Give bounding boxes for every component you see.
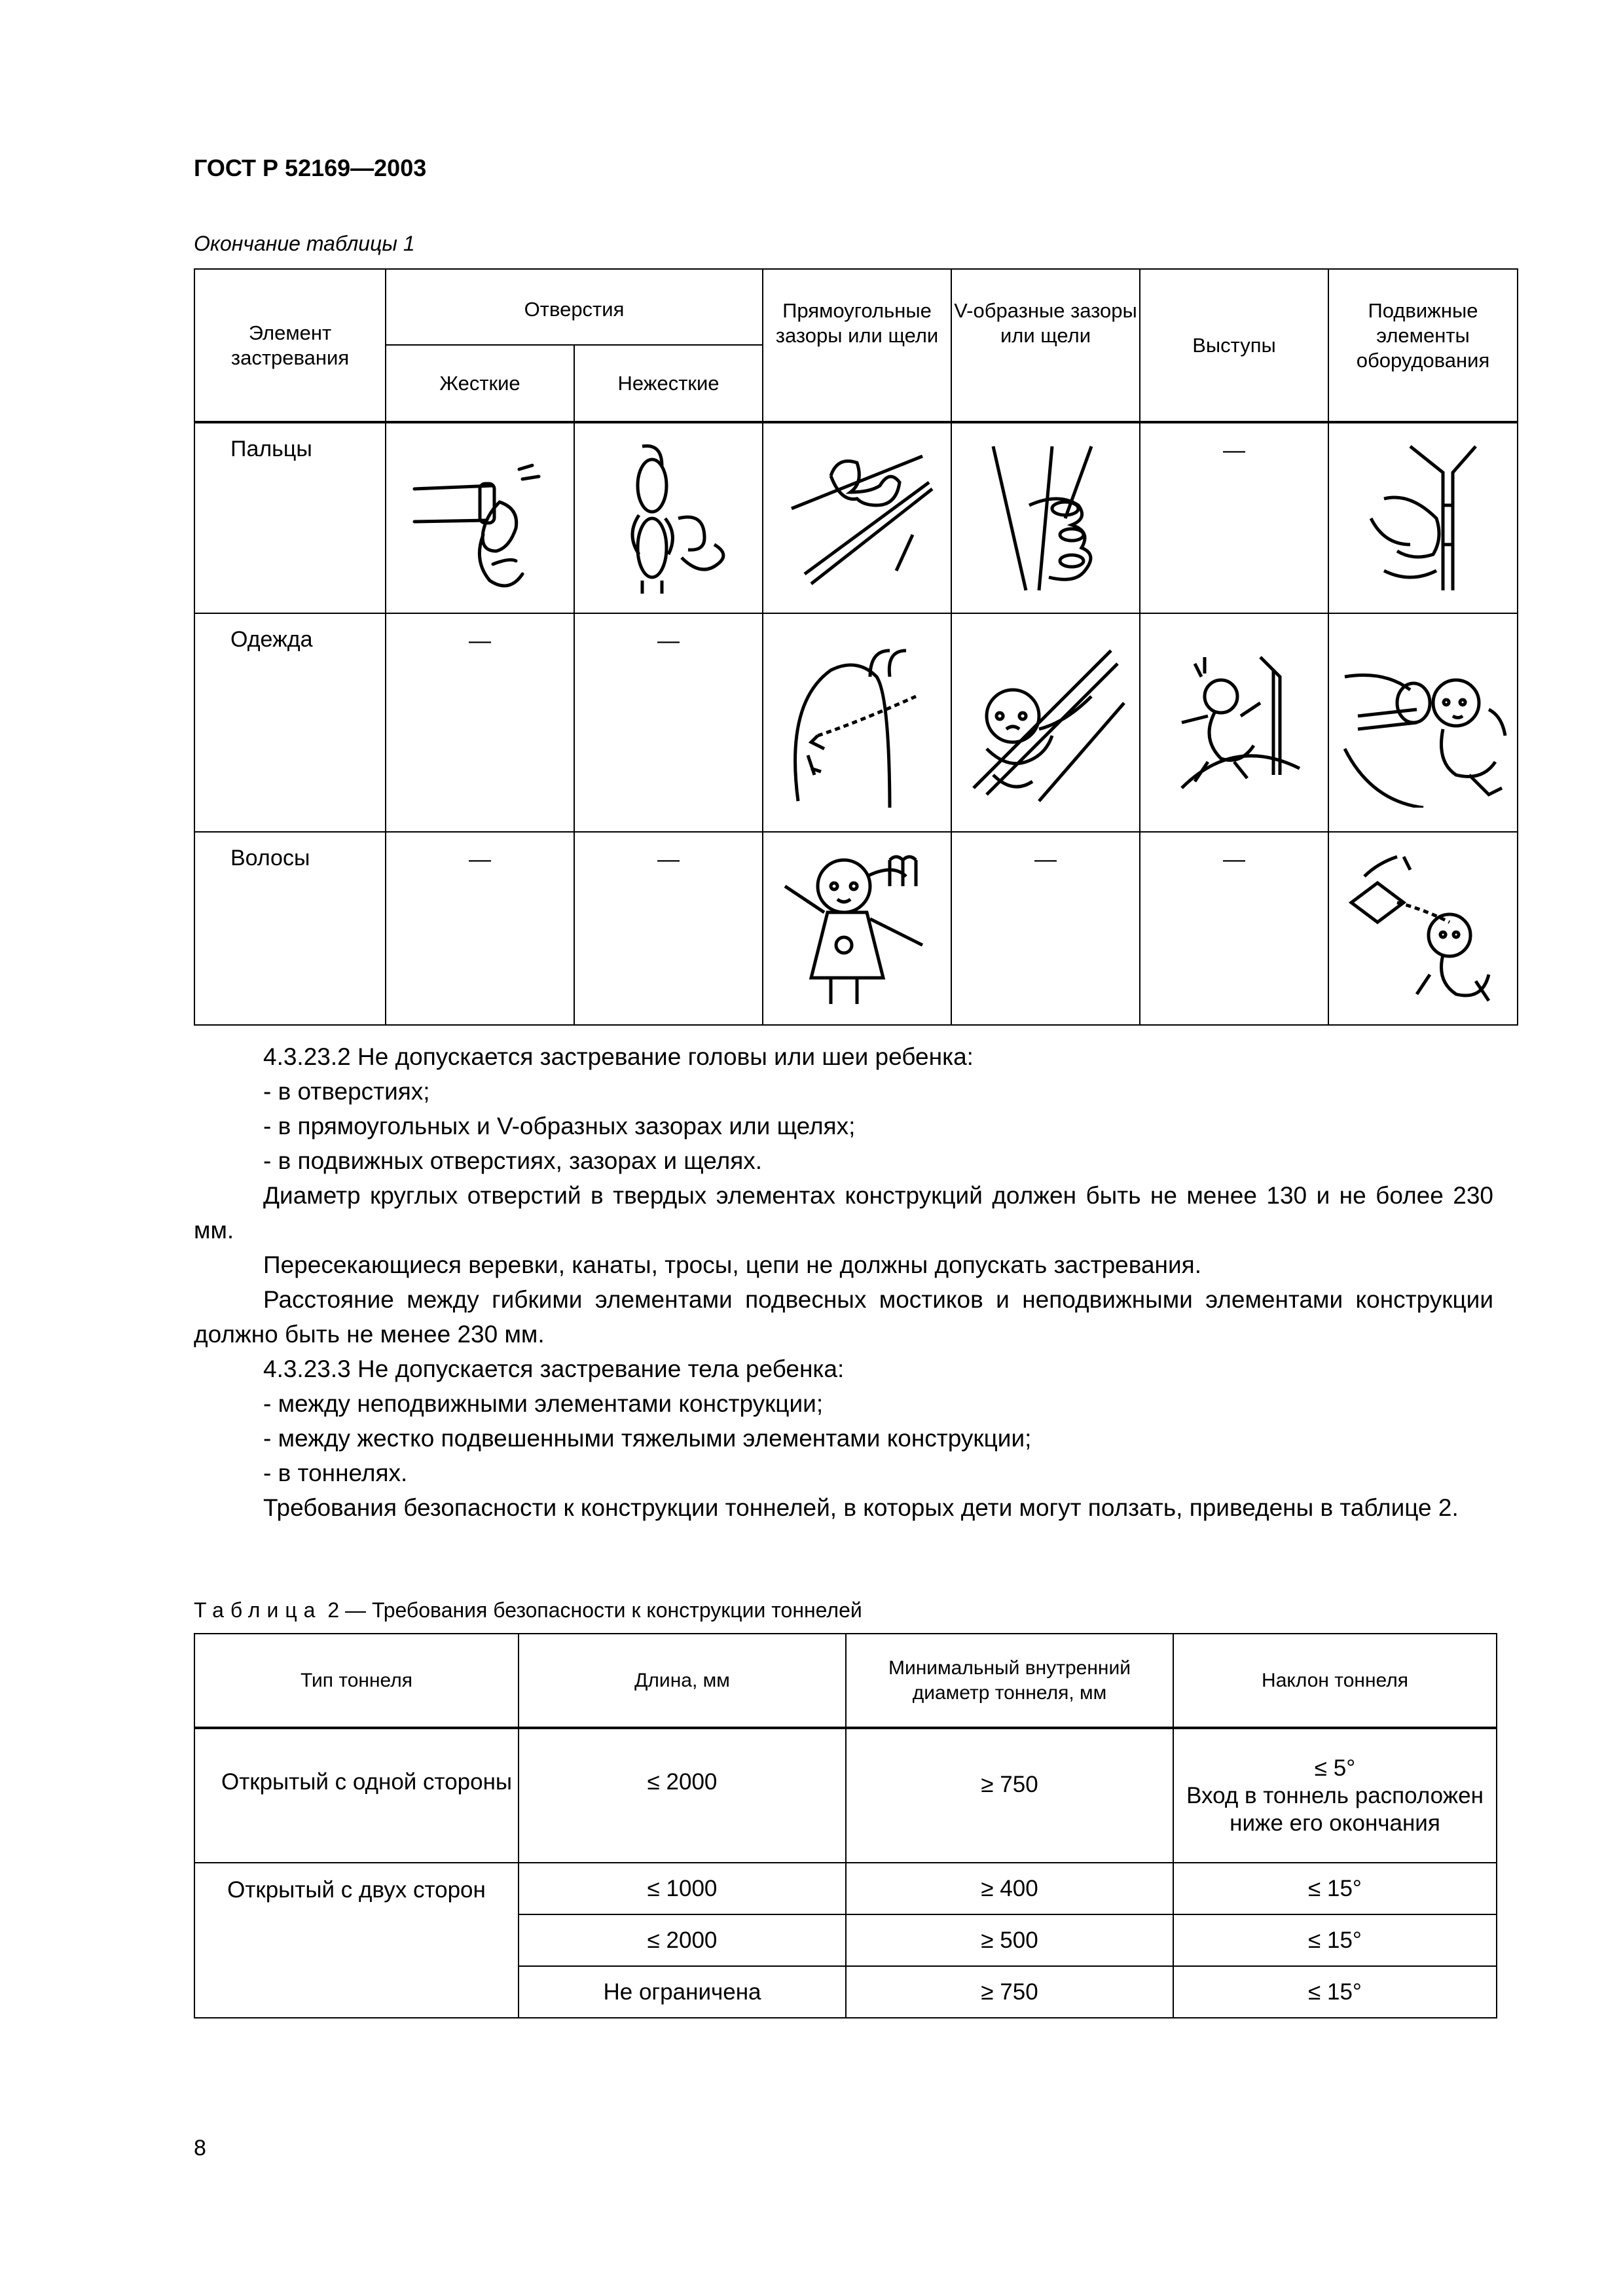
illustration-clothing-moving — [1328, 613, 1518, 832]
list-item: - между жестко подвешенными тяжелыми элементами конструкции; — [263, 1425, 1032, 1452]
paragraph: Пересекающиеся веревки, канаты, тросы, цепи не должны допускать застревания. — [263, 1251, 1201, 1278]
paragraph: 4.3.23.2 Не допускается застревание головы или шеи ребенка: — [263, 1043, 974, 1070]
cell-dash: — — [574, 832, 763, 1025]
slope-value: ≤ 5° — [1314, 1755, 1356, 1781]
illustration-finger-v-gap — [951, 422, 1140, 613]
table2-caption-word: Таблица — [194, 1598, 322, 1622]
header-tunnel-type: Тип тоннеля — [194, 1634, 519, 1728]
row-label-clothing: Одежда — [194, 613, 386, 832]
cell-diameter: ≥ 750 — [846, 1966, 1173, 2018]
header-length: Длина, мм — [519, 1634, 846, 1728]
list-item: - в подвижных отверстиях, зазорах и щелях. — [263, 1147, 763, 1174]
header-moving: Подвижные элементы оборудования — [1328, 269, 1518, 422]
table2-caption-text: 2 — Требования безопасности к конструкции тоннелей — [327, 1598, 862, 1622]
illustration-hair-moving — [1328, 832, 1518, 1025]
paragraph: 4.3.23.3 Не допускается застревание тела ребенка: — [263, 1355, 845, 1382]
cell-slope: ≤ 15° — [1173, 1863, 1497, 1914]
illustration-clothing-protrusion — [1140, 613, 1328, 832]
header-slope: Наклон тоннеля — [1173, 1634, 1497, 1728]
illustration-clothing-rect-gap — [763, 613, 951, 832]
paragraph: Диаметр круглых отверстий в твердых элементах конструкций должен быть не менее 130 и не более 230 мм. — [194, 1182, 1493, 1244]
cell-dash: — — [574, 613, 763, 832]
header-element: Элемент застревания — [194, 269, 386, 422]
row-label-hair: Волосы — [194, 832, 386, 1025]
illustration-clothing-v-gap — [951, 613, 1140, 832]
cell-length: Не ограничена — [519, 1966, 846, 2018]
paragraph: Требования безопасности к конструкции тоннелей, в которых дети могут ползать, приведены в таблице 2. — [263, 1494, 1459, 1521]
cell-tunnel-type: Открытый с двух сторон — [194, 1863, 519, 2018]
cell-length: ≤ 2000 — [519, 1728, 846, 1863]
paragraph: Расстояние между гибкими элементами подвесных мостиков и неподвижными элементами конструкции должно быть не менее 230 мм. — [194, 1286, 1493, 1348]
cell-slope — [1173, 1728, 1497, 1863]
illustration-finger-moving-hinge — [1328, 422, 1518, 613]
header-rigid: Жесткие — [386, 345, 574, 422]
list-item: - в прямоугольных и V-образных зазорах или щелях; — [263, 1113, 856, 1139]
slope-note: Вход в тоннель расположен ниже его окончания — [1186, 1782, 1484, 1836]
list-item: - между неподвижными элементами конструкции; — [263, 1390, 824, 1417]
cell-diameter: ≥ 500 — [846, 1914, 1173, 1966]
cell-length: ≤ 1000 — [519, 1863, 846, 1914]
header-diameter: Минимальный внутренний диаметр тоннеля, мм — [846, 1634, 1173, 1728]
cell-dash: — — [386, 832, 574, 1025]
cell-dash: — — [1140, 422, 1328, 613]
page-number: 8 — [194, 2136, 206, 2161]
list-item: - в отверстиях; — [263, 1078, 430, 1105]
row-label-fingers: Пальцы — [194, 422, 386, 613]
cell-dash: — — [951, 832, 1140, 1025]
cell-tunnel-type: Открытый с одной стороны — [194, 1728, 519, 1863]
cell-slope: ≤ 15° — [1173, 1914, 1497, 1966]
cell-slope: ≤ 15° — [1173, 1966, 1497, 2018]
illustration-finger-rect-gap — [763, 422, 951, 613]
list-item: - в тоннелях. — [263, 1460, 408, 1486]
header-openings: Отверстия — [386, 269, 763, 345]
table1-caption: Окончание таблицы 1 — [194, 232, 415, 255]
document-title: ГОСТ Р 52169—2003 — [194, 154, 427, 181]
cell-dash: — — [386, 613, 574, 832]
header-v-gaps: V-образные зазоры или щели — [951, 269, 1140, 422]
cell-diameter: ≥ 400 — [846, 1863, 1173, 1914]
body-text — [194, 1039, 1493, 1525]
cell-dash: — — [1140, 832, 1328, 1025]
table2 — [194, 1633, 1497, 2018]
header-protrusions: Выступы — [1140, 269, 1328, 422]
header-nonrigid: Нежесткие — [574, 345, 763, 422]
table1 — [194, 268, 1518, 1026]
illustration-finger-chain — [574, 422, 763, 613]
illustration-hair-rect-gap — [763, 832, 951, 1025]
cell-diameter: ≥ 750 — [846, 1728, 1173, 1863]
table2-caption — [194, 1598, 862, 1623]
cell-length: ≤ 2000 — [519, 1914, 846, 1966]
illustration-finger-rigid-hole — [386, 422, 574, 613]
header-rect-gaps: Прямоугольные зазоры или щели — [763, 269, 951, 422]
